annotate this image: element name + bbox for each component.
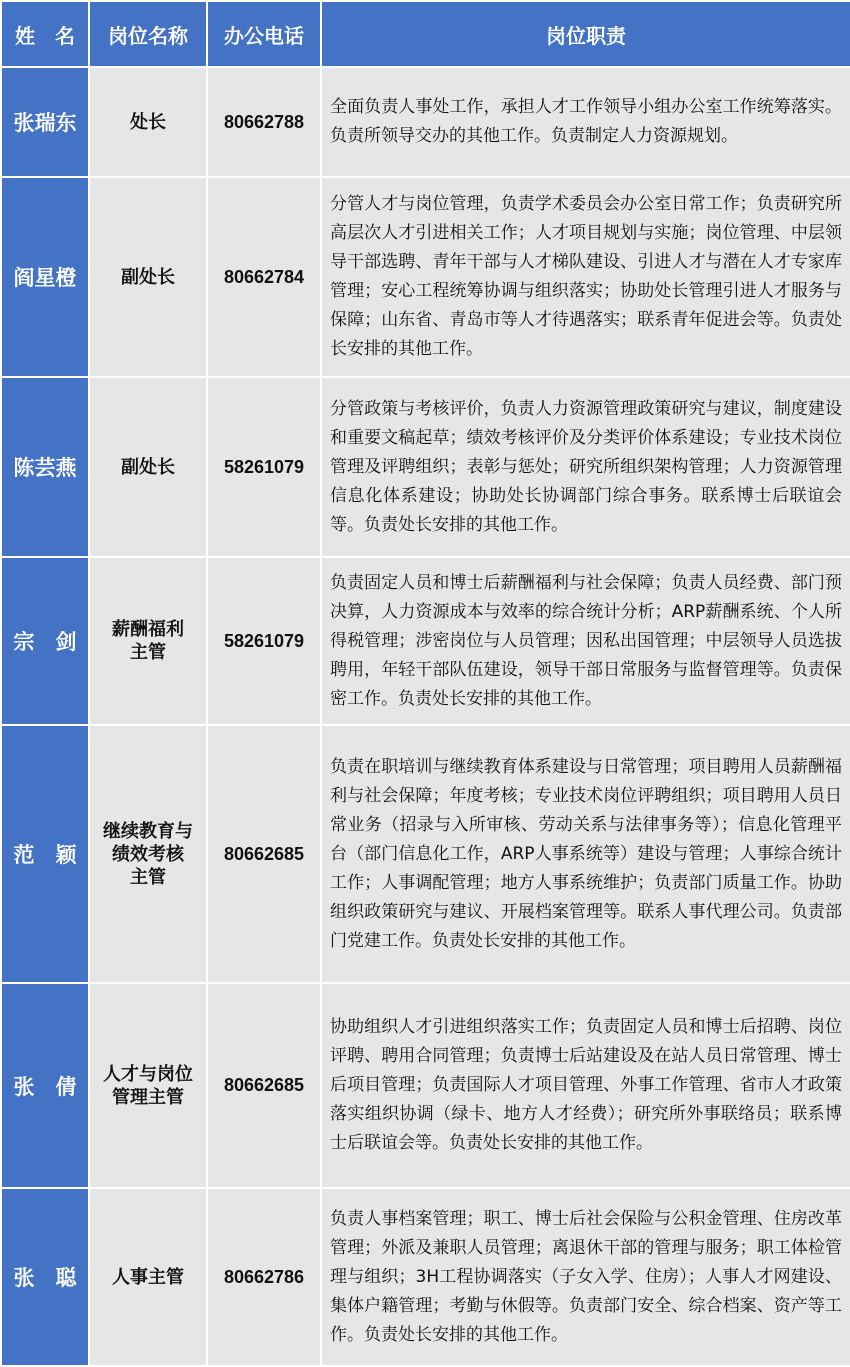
staff-name: 张 聪 xyxy=(1,1188,89,1366)
staff-position: 人才与岗位 管理主管 xyxy=(89,983,207,1188)
table-row xyxy=(1,557,850,725)
staff-duties: 负责在职培训与继续教育体系建设与日常管理；项目聘用人员薪酬福利与社会保障；年度考核；专业技术岗位评聘组织；项目聘用人员日常业务（招录与入所审核、劳动关系与法律事务等）；信息化管理平台（部门信息化工作，ARP人事系统等）建设与管理；人事综合统计工作；人事调配管理；地方人事系统维护；负责部门质量工作。协助组织政策研究与建议、开展档案管理等。联系人事代理公司。负责部门党建工作。负责处长安排的其他工作。 xyxy=(321,725,850,983)
header-duties: 岗位职责 xyxy=(321,1,850,67)
staff-duties: 协助组织人才引进组织落实工作；负责固定人员和博士后招聘、岗位评聘、聘用合同管理；负责博士后站建设及在站人员日常管理、博士后项目管理；负责国际人才项目管理、外事工作管理、省市人才政策落实组织协调（绿卡、地方人才经费）；研究所外事联络员；联系博士后联谊会等。负责处长安排的其他工作。 xyxy=(321,983,850,1188)
staff-position: 副处长 xyxy=(89,177,207,377)
header-position: 岗位名称 xyxy=(89,1,207,67)
table-row xyxy=(1,67,850,177)
staff-phone: 58261079 xyxy=(207,377,321,557)
table-header-row xyxy=(1,1,850,67)
staff-position: 继续教育与 绩效考核 主管 xyxy=(89,725,207,983)
table-row xyxy=(1,177,850,377)
staff-phone: 80662786 xyxy=(207,1188,321,1366)
staff-phone: 80662685 xyxy=(207,725,321,983)
staff-position: 薪酬福利 主管 xyxy=(89,557,207,725)
staff-name: 张 倩 xyxy=(1,983,89,1188)
staff-name: 范 颖 xyxy=(1,725,89,983)
staff-phone: 80662784 xyxy=(207,177,321,377)
table-row xyxy=(1,1188,850,1366)
staff-phone: 80662685 xyxy=(207,983,321,1188)
staff-duties: 负责固定人员和博士后薪酬福利与社会保障；负责人员经费、部门预决算，人力资源成本与效率的综合统计分析；ARP薪酬系统、个人所得税管理；涉密岗位与人员管理；因私出国管理；中层领导人员选拔聘用，年轻干部队伍建设，领导干部日常服务与监督管理等。负责保密工作。负责处长安排的其他工作。 xyxy=(321,557,850,725)
staff-name: 阎星橙 xyxy=(1,177,89,377)
table-row xyxy=(1,377,850,557)
staff-name: 陈芸燕 xyxy=(1,377,89,557)
header-phone: 办公电话 xyxy=(207,1,321,67)
staff-phone: 80662788 xyxy=(207,67,321,177)
staff-position: 处长 xyxy=(89,67,207,177)
staff-duties: 分管政策与考核评价，负责人力资源管理政策研究与建议，制度建设和重要文稿起草；绩效考核评价及分类评价体系建设；专业技术岗位管理及评聘组织；表彰与惩处；研究所组织架构管理；人力资源管理信息化体系建设；协助处长协调部门综合事务。联系博士后联谊会等。负责处长安排的其他工作。 xyxy=(321,377,850,557)
table-row xyxy=(1,983,850,1188)
header-name: 姓 名 xyxy=(1,1,89,67)
staff-phone: 58261079 xyxy=(207,557,321,725)
staff-name: 张瑞东 xyxy=(1,67,89,177)
staff-name: 宗 剑 xyxy=(1,557,89,725)
staff-duties: 负责人事档案管理；职工、博士后社会保险与公积金管理、住房改革管理；外派及兼职人员管理；离退休干部的管理与服务；职工体检管理与组织；3H工程协调落实（子女入学、住房）；人事人才网建设、集体户籍管理；考勤与休假等。负责部门安全、综合档案、资产等工作。负责处长安排的其他工作。 xyxy=(321,1188,850,1366)
staff-position: 人事主管 xyxy=(89,1188,207,1366)
staff-position: 副处长 xyxy=(89,377,207,557)
staff-duties: 全面负责人事处工作，承担人才工作领导小组办公室工作统筹落实。负责所领导交办的其他工作。负责制定人力资源规划。 xyxy=(321,67,850,177)
staff-duties: 分管人才与岗位管理，负责学术委员会办公室日常工作；负责研究所高层次人才引进相关工作；人才项目规划与实施；岗位管理、中层领导干部选聘、青年干部与人才梯队建设、引进人才与潜在人才专家库管理；安心工程统筹协调与组织落实；协助处长管理引进人才服务与保障；山东省、青岛市等人才待遇落实；联系青年促进会等。负责处长安排的其他工作。 xyxy=(321,177,850,377)
table-row xyxy=(1,725,850,983)
